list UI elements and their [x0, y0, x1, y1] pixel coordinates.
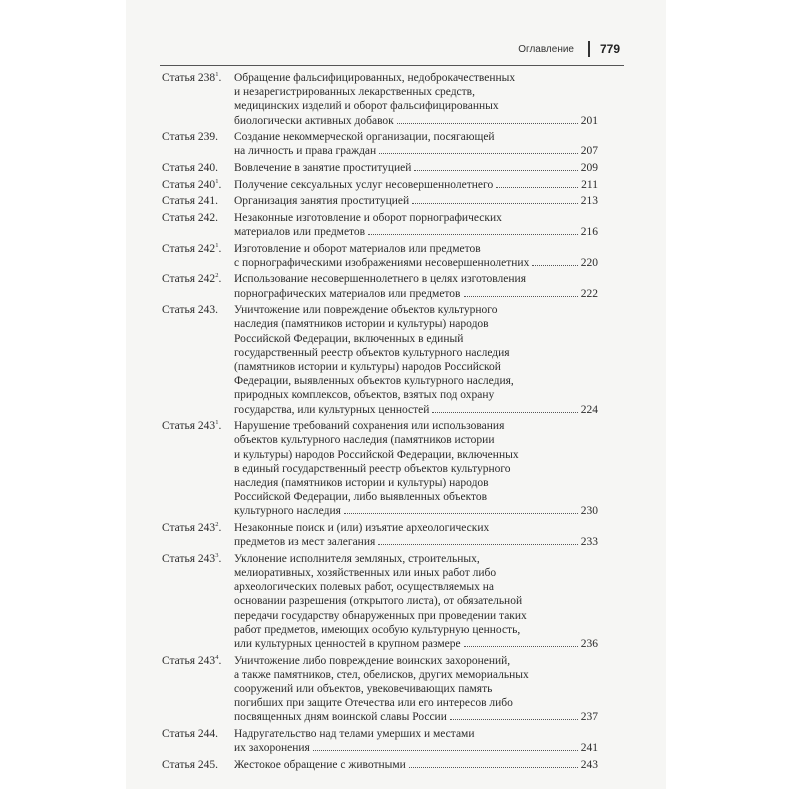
article-number: Статья 245.	[162, 758, 219, 771]
toc-entry-article-label	[162, 521, 234, 535]
label-period: .	[218, 72, 222, 84]
title-line	[234, 256, 598, 270]
title-line: работ предметов, имеющих особую культурную ценность,	[234, 623, 521, 636]
table-of-contents	[162, 71, 598, 774]
dot-leader	[414, 170, 577, 171]
article-number: Статья 244.	[162, 728, 219, 741]
title-line	[234, 161, 598, 175]
article-number: Статья 243	[162, 552, 216, 565]
title-line: погибших при защите Отечества или его интересов либо	[234, 697, 513, 710]
dot-leader	[379, 153, 578, 154]
article-superscript: 2	[215, 521, 219, 528]
title-line: Уничтожение либо повреждение воинских захоронений,	[234, 654, 511, 667]
toc-entry	[162, 272, 598, 300]
title-line: Российской Федерации, включенных в единый	[234, 332, 464, 345]
title-line: Уклонение исполнителя земляных, строительных,	[234, 552, 480, 565]
dot-leader	[344, 513, 578, 514]
title-line	[234, 710, 598, 724]
title-line: Незаконные поиск и (или) изъятие археологических	[234, 522, 490, 534]
toc-entry-article-label	[162, 272, 234, 286]
toc-entry-title	[234, 419, 598, 518]
title-line	[234, 637, 598, 651]
title-line: Создание некоммерческой организации, посягающей	[234, 131, 495, 144]
title-line-text: культурного наследия	[234, 505, 341, 518]
toc-entry-article-label	[162, 552, 234, 566]
title-line	[234, 178, 598, 192]
toc-entry	[162, 161, 598, 175]
title-line	[234, 535, 598, 549]
toc-entry	[162, 419, 598, 518]
article-superscript: 3	[215, 551, 219, 559]
toc-page-number: 213	[580, 195, 598, 208]
toc-entry-article-label	[162, 178, 234, 192]
header-page-number: 779	[599, 42, 620, 56]
title-line: основании разрешения (открытого листа), от обязательной	[234, 595, 523, 608]
title-line: Обращение фальсифицированных, недоброкачественных	[234, 72, 516, 84]
toc-entry-article-label	[162, 161, 234, 175]
title-line	[234, 741, 598, 755]
article-superscript: 1	[215, 177, 219, 185]
title-line: передачи государству обнаруженных при проведении таких	[234, 609, 527, 622]
title-line: объектов культурного наследия (памятников истории	[234, 434, 495, 447]
title-line	[234, 758, 598, 772]
dot-leader	[450, 719, 578, 720]
dot-leader	[409, 767, 578, 768]
title-line	[234, 144, 598, 158]
toc-page-number: 237	[580, 711, 598, 724]
article-superscript: 1	[215, 241, 219, 249]
title-line-text: их захоронения	[234, 742, 310, 755]
toc-entry-article-label	[162, 130, 234, 144]
book-page	[126, 0, 666, 789]
label-period: .	[218, 654, 222, 667]
toc-page-number: 220	[580, 256, 598, 269]
article-superscript: 1	[215, 71, 219, 78]
title-line	[234, 403, 598, 417]
header-rule	[160, 65, 624, 66]
label-period: .	[218, 552, 222, 565]
title-line: медицинских изделий и оборот фальсифицированных	[234, 100, 499, 113]
title-line	[234, 504, 598, 518]
toc-page-number: 236	[580, 638, 598, 651]
toc-entry-title	[234, 71, 598, 128]
toc-entry	[162, 130, 598, 158]
toc-entry-title	[234, 552, 598, 651]
article-number: Статья 243.	[162, 304, 219, 317]
toc-entry-title	[234, 303, 598, 417]
toc-page-number: 216	[580, 225, 598, 238]
toc-entry	[162, 521, 598, 549]
toc-entry-title	[234, 758, 598, 772]
title-line: мелиоративных, хозяйственных или иных работ либо	[234, 567, 497, 579]
toc-entry-article-label	[162, 194, 234, 208]
label-period: .	[218, 420, 222, 433]
article-number: Статья 243	[162, 420, 216, 433]
title-line-text: или культурных ценностей в крупном размере	[234, 638, 461, 651]
title-line: (памятников истории и культуры) народов Российской	[234, 360, 501, 373]
title-line: Использование несовершеннолетнего в целях изготовления	[234, 273, 526, 286]
toc-entry	[162, 303, 598, 417]
toc-page-number: 224	[580, 403, 598, 416]
title-line: государственный реестр объектов культурного наследия	[234, 346, 510, 359]
toc-page-number: 211	[581, 178, 598, 191]
title-line: природных комплексов, объектов, взятых под охрану	[234, 389, 495, 402]
toc-entry-title	[234, 211, 598, 239]
toc-entry	[162, 727, 598, 755]
title-line-text: с порнографическими изображениями несовершеннолетних	[234, 256, 530, 269]
header-section-title: Оглавление	[518, 44, 574, 55]
dot-leader	[432, 412, 577, 413]
dot-leader	[412, 203, 578, 204]
toc-entry-title	[234, 194, 598, 208]
title-line: Незаконные изготовление и оборот порнографических	[234, 211, 502, 224]
toc-entry	[162, 178, 598, 192]
toc-entry	[162, 194, 598, 208]
label-period: .	[218, 273, 222, 286]
title-line-text: Организация занятия проституцией	[234, 195, 410, 208]
title-line-text: Жестокое обращение с животными	[234, 758, 406, 771]
toc-entry	[162, 654, 598, 725]
toc-entry-article-label	[162, 71, 234, 85]
title-line: Изготовление и оборот материалов или предметов	[234, 242, 481, 255]
title-line: наследия (памятников истории и культуры) народов	[234, 477, 489, 489]
title-line-text: материалов или предметов	[234, 225, 366, 238]
header-separator	[588, 41, 590, 57]
toc-entry	[162, 211, 598, 239]
title-line: Надругательство над телами умерших и местами	[234, 728, 475, 741]
toc-entry-title	[234, 272, 598, 300]
title-line-text: Вовлечение в занятие проституцией	[234, 162, 412, 174]
toc-entry	[162, 71, 598, 128]
article-number: Статья 240.	[162, 162, 219, 174]
toc-page-number: 201	[580, 114, 598, 127]
title-line-text: Получение сексуальных услуг несовершеннолетнего	[234, 178, 494, 191]
toc-entry-title	[234, 130, 598, 158]
title-line: Уничтожение или повреждение объектов культурного	[234, 304, 498, 317]
title-line: и культуры) народов Российской Федерации, включенных	[234, 448, 519, 461]
toc-page-number: 241	[580, 742, 598, 755]
title-line: сооружений или объектов, увековечивающих память	[234, 683, 493, 696]
article-number: Статья 242	[162, 242, 216, 255]
title-line-text: предметов из мест залегания	[234, 536, 376, 549]
article-number: Статья 242.	[162, 211, 219, 224]
title-line-text: посвященных дням воинской славы России	[234, 711, 447, 724]
toc-entry-article-label	[162, 727, 234, 741]
title-line: Российской Федерации, либо выявленных объектов	[234, 491, 488, 504]
toc-page-number: 243	[580, 758, 598, 771]
toc-entry-title	[234, 654, 598, 725]
title-line: а также памятников, стел, обелисков, других мемориальных	[234, 668, 529, 681]
label-period: .	[218, 178, 222, 191]
dot-leader	[378, 544, 577, 545]
dot-leader	[464, 296, 578, 297]
article-superscript: 1	[215, 419, 219, 427]
title-line	[234, 194, 598, 208]
title-line: Федерации, выявленных объектов культурного наследия,	[234, 375, 514, 388]
dot-leader	[532, 265, 577, 266]
toc-entry	[162, 758, 598, 772]
toc-page-number: 222	[580, 287, 598, 300]
toc-entry-article-label	[162, 242, 234, 256]
article-superscript: 2	[215, 272, 219, 280]
title-line: и незарегистрированных лекарственных средств,	[234, 86, 475, 99]
title-line-text: порнографических материалов или предметов	[234, 287, 461, 300]
toc-entry-title	[234, 242, 598, 270]
article-number: Статья 243	[162, 522, 216, 534]
dot-leader	[368, 234, 578, 235]
article-superscript: 4	[215, 653, 219, 661]
toc-entry-title	[234, 521, 598, 549]
running-header	[126, 40, 666, 62]
title-line	[234, 225, 598, 239]
title-line: в единый государственный реестр объектов культурного	[234, 462, 511, 475]
title-line: Нарушение требований сохранения или использования	[234, 420, 505, 433]
dot-leader	[496, 187, 578, 188]
dot-leader	[464, 646, 578, 647]
label-period: .	[218, 242, 222, 255]
toc-entry-article-label	[162, 303, 234, 317]
dot-leader	[313, 750, 578, 751]
article-number: Статья 243	[162, 654, 216, 667]
toc-entry-article-label	[162, 211, 234, 225]
article-number: Статья 240	[162, 178, 216, 191]
toc-entry-title	[234, 161, 598, 175]
label-period: .	[218, 522, 222, 534]
title-line: наследия (памятников истории и культуры) народов	[234, 318, 489, 331]
toc-entry-article-label	[162, 419, 234, 433]
dot-leader	[397, 123, 578, 124]
article-number: Статья 239.	[162, 131, 219, 144]
toc-entry-title	[234, 727, 598, 755]
toc-page-number: 233	[580, 536, 598, 549]
toc-entry	[162, 552, 598, 651]
toc-page-number: 207	[580, 145, 598, 158]
article-number: Статья 242	[162, 273, 216, 286]
title-line: археологических полевых работ, осуществляемых на	[234, 581, 495, 594]
article-number: Статья 241.	[162, 195, 219, 208]
toc-page-number: 209	[580, 162, 598, 174]
title-line	[234, 287, 598, 301]
toc-entry-article-label	[162, 654, 234, 668]
title-line	[234, 114, 598, 128]
title-line-text: на личность и права граждан	[234, 145, 377, 158]
title-line-text: биологически активных добавок	[234, 114, 394, 127]
article-number: Статья 238	[162, 72, 216, 84]
title-line-text: государства, или культурных ценностей	[234, 403, 430, 416]
toc-entry-title	[234, 178, 598, 192]
toc-page-number: 230	[580, 505, 598, 518]
toc-entry	[162, 242, 598, 270]
toc-entry-article-label	[162, 758, 234, 772]
